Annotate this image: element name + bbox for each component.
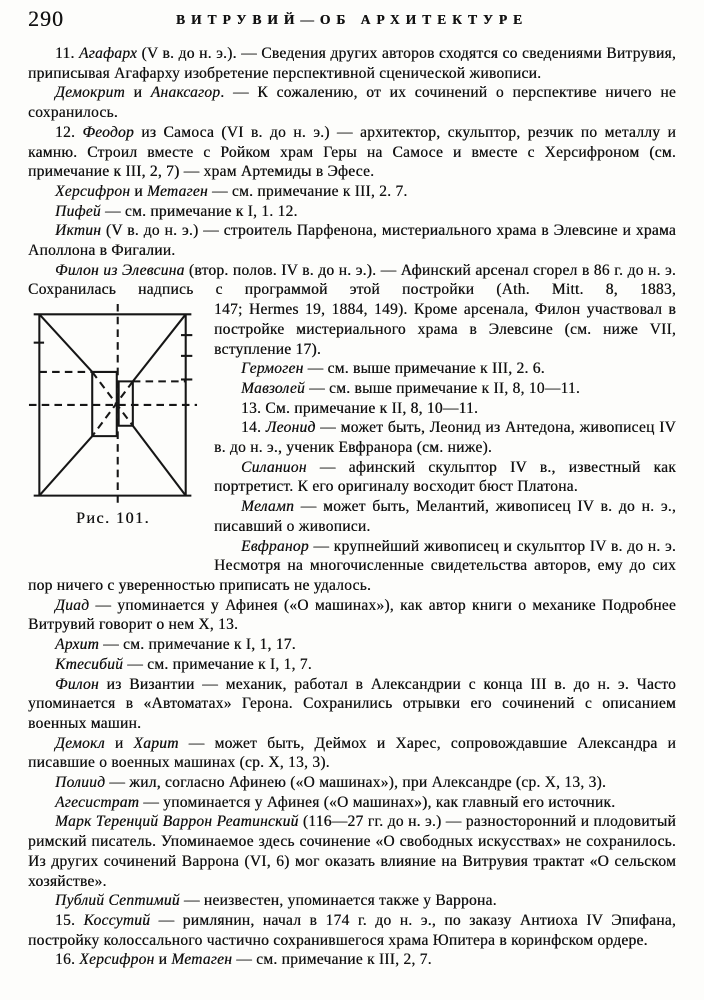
- body-text: 16.: [55, 951, 80, 969]
- body-text: — упоминается у Афинея («О машинах»), как автор книги о механике Подробнее Витрувий говорит о нем X, 13.: [28, 596, 676, 634]
- body-text: 11.: [55, 45, 79, 62]
- body-text: — римлянин, начал в 174 г. до н. э., по заказу Антиоха IV Эпифана, постройку колоссального частично сохранившегося храма Юпитера в коринфском ордере.: [28, 911, 676, 949]
- paragraphs-before-figure: [28, 44, 676, 300]
- entry-name: Мавзолей: [241, 379, 305, 397]
- entry-name: Агесистрат: [55, 793, 140, 811]
- body-text: . — К сожалению, от их сочинений о перспективе ничего не сохранилось.: [28, 84, 676, 122]
- entry-name: Марк Теренций Варрон Реатинский: [55, 813, 299, 831]
- body-text: — см. примечание к III, 2. 7.: [207, 182, 408, 200]
- entry-name: Анаксагор: [150, 84, 221, 102]
- entry-name: Силанион: [241, 458, 307, 476]
- entry-name: Метаген: [171, 951, 233, 969]
- entry-name: Филон из Элевсина: [55, 261, 185, 279]
- body-text: из Византии — механик, работал в Александрии с конца III в. до н. э. Часто упоминается в «Автоматах» Герона. Сохранились отрывки его сочинений с описанием военных машин.: [28, 675, 676, 732]
- body-text: из Самоса (VI в. до н. э.) — архитектор, скульптор, резчик по металлу и камню. Строил вместе с Ройком храм Геры на Самосе и вместе с Херсифроном (см. примечание к III, 2, 7) — храм Артемиды в Эфесе.: [28, 123, 676, 181]
- paragraph: [28, 537, 676, 596]
- entry-name: Коссутий: [83, 911, 151, 929]
- paragraph: [28, 891, 676, 911]
- body-text: — см. примечание к III, 2, 7.: [232, 951, 432, 969]
- body-text: — может быть, Леонид из Антедона, живописец IV в. до н. э., ученик Евфранора (см. ниже).: [214, 419, 676, 457]
- body-text: (V в. до н. э.). — Сведения других авторов сходятся со сведениями Витрувия, приписывая Агафарху изобретение перспективной сценической живописи.: [28, 45, 676, 82]
- paragraph: [28, 221, 676, 260]
- paragraph: [28, 675, 676, 734]
- entry-name: Метаген: [146, 182, 208, 200]
- paragraph: [28, 773, 676, 793]
- body-text: 15.: [55, 911, 84, 929]
- entry-name: Херсифрон: [79, 951, 155, 969]
- body-text: — афинский скульптор IV в., известный как портретист. К его оригиналу восходит бюст Платона.: [214, 458, 676, 496]
- body-text: — может быть, Мелантий, живописец IV в. до н. э., писавший о живописи.: [214, 498, 676, 535]
- entry-name: Леонид: [265, 419, 316, 437]
- paragraph: [28, 655, 676, 675]
- paragraph: [28, 635, 676, 655]
- body-text: (V в. до н. э.) — строитель Парфенона, мистериального храма в Элевсине и храма Аполлона в Фигалии.: [28, 222, 676, 260]
- running-header: ВИТРУВИЙ—ОБ АРХИТЕКТУРЕ: [175, 12, 529, 27]
- inner-rect-right: [119, 382, 133, 426]
- body-text: и: [124, 84, 151, 102]
- body-text: — крупнейший живописец и скульптор IV в. до н. э. Несмотря на многочисленные свидетельства авторов, ему до сих пор ничего с уверенностью приписать не удалось.: [28, 537, 676, 594]
- cross-diagonal-2: [92, 382, 133, 437]
- perspective-construction-diagram-icon: [28, 303, 198, 506]
- entry-name: Полиид: [55, 774, 106, 792]
- entry-name: Пифей: [55, 202, 101, 220]
- entry-name: Херсифрон: [55, 182, 131, 200]
- body-text: — см. примечание к I, 1. 12.: [100, 202, 298, 220]
- paragraph: [28, 182, 676, 202]
- entry-name: Харит: [133, 734, 179, 752]
- body-text: 147; Hermes 19, 1884, 149). Кроме арсенала, Филон участвовал в постройке мистериального храма в Элевсине (см. ниже VII, вступление 17).: [214, 301, 676, 358]
- entry-name: Иктин: [55, 222, 102, 240]
- paragraph: [28, 734, 676, 773]
- diagonal-top-right: [133, 314, 186, 381]
- diagonal-bottom-left: [39, 436, 92, 495]
- body-text: — жил, согласно Афинею («О машинах»), при Александре (ср. X, 13, 3).: [105, 774, 607, 792]
- paragraph: [28, 44, 676, 83]
- entry-name: Архит: [55, 636, 99, 654]
- entry-name: Диад: [55, 596, 90, 614]
- body-text: — упоминается у Афинея («О машинах»), как главный его источник.: [139, 793, 616, 811]
- entry-name: Меламп: [241, 498, 295, 516]
- body-text: (втор. полов. IV в. до н. э.). — Афинский арсенал сгорел в 86 г. до н. э. Сохранилась надпись с программой этой постройки (Ath. Mitt. 8, 1883,: [28, 261, 676, 299]
- entry-name: Филон: [55, 675, 99, 693]
- body-text: — может быть, Деймох и Харес, сопровождавшие Александра и писавшие о военных машинах (ср. X, 13, 3).: [28, 734, 676, 772]
- body-text: — см. примечание к I, 1, 17.: [98, 636, 296, 654]
- body-text: — см. выше примечание к III, 2. 6.: [303, 360, 545, 378]
- entry-name: Демокрит: [55, 84, 125, 102]
- paragraph: [28, 202, 676, 222]
- entry-name: Феодор: [82, 123, 134, 141]
- figure-caption: Рис. 101.: [75, 510, 151, 528]
- body-text: — см. выше примечание к II, 8, 10—11.: [304, 379, 581, 397]
- body-text: 13. См. примечание к II, 8, 10—11.: [241, 399, 479, 417]
- body-text: (116—27 гг. до н. э.) — разносторонний и плодовитый римский писатель. Упоминаемое здесь сочинение «О свободных искусствах» не сохранилось. Из других сочинений Варрона (VI, 6) мог оказать влияние на Витрувия трактат «О сельском хозяйстве».: [28, 813, 676, 890]
- entry-name: Гермоген: [241, 360, 304, 378]
- cross-diagonal-1: [92, 372, 133, 426]
- paragraph: [28, 911, 676, 950]
- body-text: 14.: [241, 419, 266, 437]
- paragraph: [28, 950, 676, 970]
- body-text: и: [130, 182, 147, 200]
- entry-name: Агафарх: [78, 45, 138, 62]
- paragraph: [28, 83, 676, 122]
- page-number: 290: [28, 6, 64, 31]
- body-text: и: [154, 951, 172, 969]
- figure-101: [28, 303, 198, 529]
- diagonal-bottom-right: [133, 426, 186, 496]
- diagonal-top-left: [39, 314, 92, 372]
- body-text: — неизвестен, упоминается также у Варрона.: [179, 892, 497, 910]
- body-text: 12.: [55, 123, 83, 141]
- paragraphs-with-figure: [28, 300, 676, 970]
- note-text-flow: [28, 44, 676, 970]
- paragraph: [28, 793, 676, 813]
- paragraph: [28, 812, 676, 891]
- entry-name: Евфранор: [241, 537, 309, 555]
- paragraph: [28, 261, 676, 300]
- paragraph: [28, 123, 676, 182]
- paragraph: [28, 596, 676, 635]
- entry-name: Ктесибий: [55, 655, 124, 673]
- body-text: — см. примечание к I, 1, 7.: [123, 655, 312, 673]
- entry-name: Публий Септимий: [55, 892, 180, 910]
- entry-name: Демокл: [55, 734, 105, 752]
- body-text: и: [104, 734, 134, 752]
